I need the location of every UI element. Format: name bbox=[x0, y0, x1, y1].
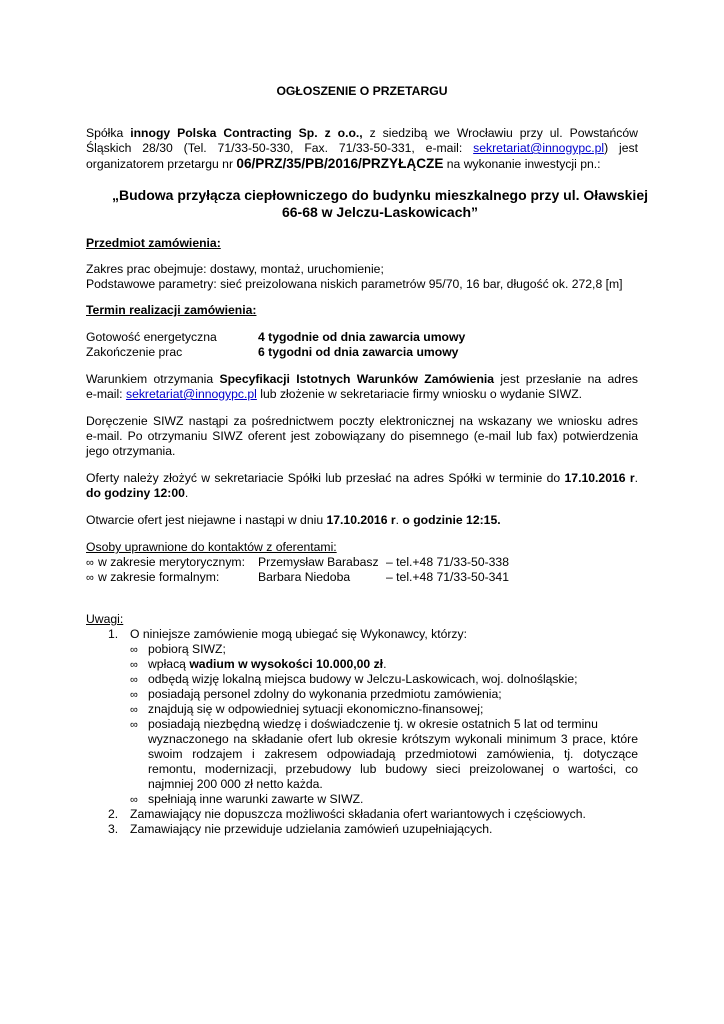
notes-bullet: ∞ spełniają inne warunki zawarte w SIWZ. bbox=[130, 792, 364, 806]
deadline-row: Gotowość energetyczna 4 tygodnie od dnia zawarcia umowy bbox=[86, 330, 466, 344]
project-title-line-2: 66-68 w Jelczu-Laskowicach” bbox=[281, 204, 479, 220]
notes-bullet: ∞ znajdują się w odpowiedniej sytuacji ekonomiczno-finansowej; bbox=[130, 702, 484, 716]
bullet-icon: ∞ bbox=[86, 557, 94, 569]
notes-item-1: 1. O niniejsze zamówienie mogą ubiegać się Wykonawcy, którzy: bbox=[108, 627, 467, 641]
deadline-row: Zakończenie prac 6 tygodni od dnia zawarcia umowy bbox=[86, 345, 459, 359]
notes-bullet-continuation: swoim rodzajem i zakresem odpowiadają przedmiotowi zamówienia, tj. dotyczące bbox=[148, 747, 638, 761]
notes-bullet-continuation: najmniej 200 000 zł netto każda. bbox=[148, 777, 323, 791]
bullet-icon: ∞ bbox=[130, 794, 138, 806]
bullet-icon: ∞ bbox=[130, 704, 138, 716]
contacts-heading: Osoby uprawnione do kontaktów z oferentami: bbox=[86, 540, 337, 554]
offers-date: 17.10.2016 r bbox=[564, 471, 635, 485]
contact-row: ∞ w zakresie formalnym: Barbara Niedoba – tel.+48 71/33-50-341 bbox=[86, 570, 509, 584]
project-title-line-1: „Budowa przyłącza ciepłowniczego do budynku mieszkalnego przy ul. Oławskiej bbox=[111, 187, 648, 203]
notes-bullet: ∞ posiadają niezbędną wiedzę i doświadczenie tj. w okresie ostatnich 5 lat od terminu bbox=[130, 717, 598, 731]
notes-item-3: 3. Zamawiający nie przewiduje udzielania zamówień uzupełniających. bbox=[108, 822, 493, 836]
intro-line-2: Śląskich 28/30 (Tel. 71/33-50-330, Fax. 71/33-50-331, e-mail: sekretariat@innogypc.pl) jest bbox=[86, 141, 638, 155]
tender-number: 06/PRZ/35/PB/2016/PRZYŁĄCZE bbox=[236, 156, 444, 171]
notes-bullet-continuation: remontu, modernizacji, przebudowy lub budowy sieci preizolowanej o wartości, co bbox=[148, 762, 638, 776]
subject-scope: Zakres prac obejmuje: dostawy, montaż, uruchomienie; bbox=[86, 262, 384, 276]
deadline-heading: Termin realizacji zamówienia: bbox=[86, 303, 257, 317]
notes-bullet-continuation: wyznaczonego na składanie ofert lub okresie krótszym wykonali minimum 3 prace, które bbox=[148, 732, 638, 746]
notes-heading: Uwagi: bbox=[86, 612, 124, 626]
document-title: OGŁOSZENIE O PRZETARGU bbox=[276, 84, 448, 98]
bullet-icon: ∞ bbox=[130, 674, 138, 686]
notes-bullet: ∞ pobiorą SIWZ; bbox=[130, 642, 226, 656]
opening-line: Otwarcie ofert jest niejawne i nastąpi w dniu 17.10.2016 r. o godzinie 12:15. bbox=[86, 513, 501, 527]
bullet-icon: ∞ bbox=[130, 659, 138, 671]
delivery-line-2: e-mail. Po otrzymaniu SIWZ oferent jest zobowiązany do pisemnego (e-mail lub fax) potwierdzenia bbox=[86, 429, 638, 443]
bullet-icon: ∞ bbox=[130, 719, 138, 731]
email-link[interactable]: sekretariat@innogypc.pl bbox=[473, 141, 605, 155]
notes-item-2: 2. Zamawiający nie dopuszcza możliwości składania ofert wariantowych i częściowych. bbox=[108, 807, 586, 821]
intro-line-1: Spółka innogy Polska Contracting Sp. z o.o., z siedzibą we Wrocławiu przy ul. Powstańców bbox=[86, 126, 638, 140]
notes-bullet: ∞ odbędą wizję lokalną miejsca budowy w Jelczu-Laskowicach, woj. dolnośląskie; bbox=[130, 672, 578, 686]
delivery-line-1: Doręczenie SIWZ nastąpi za pośrednictwem poczty elektronicznej na wskazany we wniosku adres bbox=[86, 414, 638, 428]
delivery-line-3: jego otrzymania. bbox=[86, 444, 176, 458]
subject-heading: Przedmiot zamówienia: bbox=[86, 236, 221, 250]
offers-line-2: do godziny 12:00. bbox=[86, 486, 189, 500]
notes-bullet: ∞ posiadają personel zdolny do wykonania przedmiotu zamówienia; bbox=[130, 687, 502, 701]
contact-row: ∞ w zakresie merytorycznym: Przemysław Barabasz – tel.+48 71/33-50-338 bbox=[86, 555, 509, 569]
subject-params: Podstawowe parametry: sieć preizolowana niskich parametrów 95/70, 16 bar, długość ok. 272,8 [m] bbox=[86, 277, 623, 291]
siwz-line-2: e-mail: sekretariat@innogypc.pl lub złożenie w sekretariacie firmy wniosku o wydanie SIWZ. bbox=[86, 387, 583, 401]
bullet-icon: ∞ bbox=[130, 689, 138, 701]
intro-line-3: organizatorem przetargu nr 06/PRZ/35/PB/2016/PRZYŁĄCZE na wykonanie inwestycji pn.: bbox=[86, 156, 601, 171]
email-link[interactable]: sekretariat@innogypc.pl bbox=[125, 387, 257, 401]
offers-line-1: Oferty należy złożyć w sekretariacie Spółki lub przesłać na adres Spółki w terminie do 17.10.2016 r. bbox=[86, 471, 638, 485]
wadium-amount: wadium w wysokości 10.000,00 zł bbox=[189, 657, 384, 671]
company-name: innogy Polska Contracting Sp. z o.o., bbox=[130, 126, 363, 140]
notes-bullet: ∞ wpłacą wadium w wysokości 10.000,00 zł. bbox=[130, 657, 387, 671]
bullet-icon: ∞ bbox=[130, 644, 138, 656]
siwz-line-1: Warunkiem otrzymania Specyfikacji Istotnych Warunków Zamówienia jest przesłanie na adres bbox=[86, 372, 638, 386]
bullet-icon: ∞ bbox=[86, 572, 94, 584]
